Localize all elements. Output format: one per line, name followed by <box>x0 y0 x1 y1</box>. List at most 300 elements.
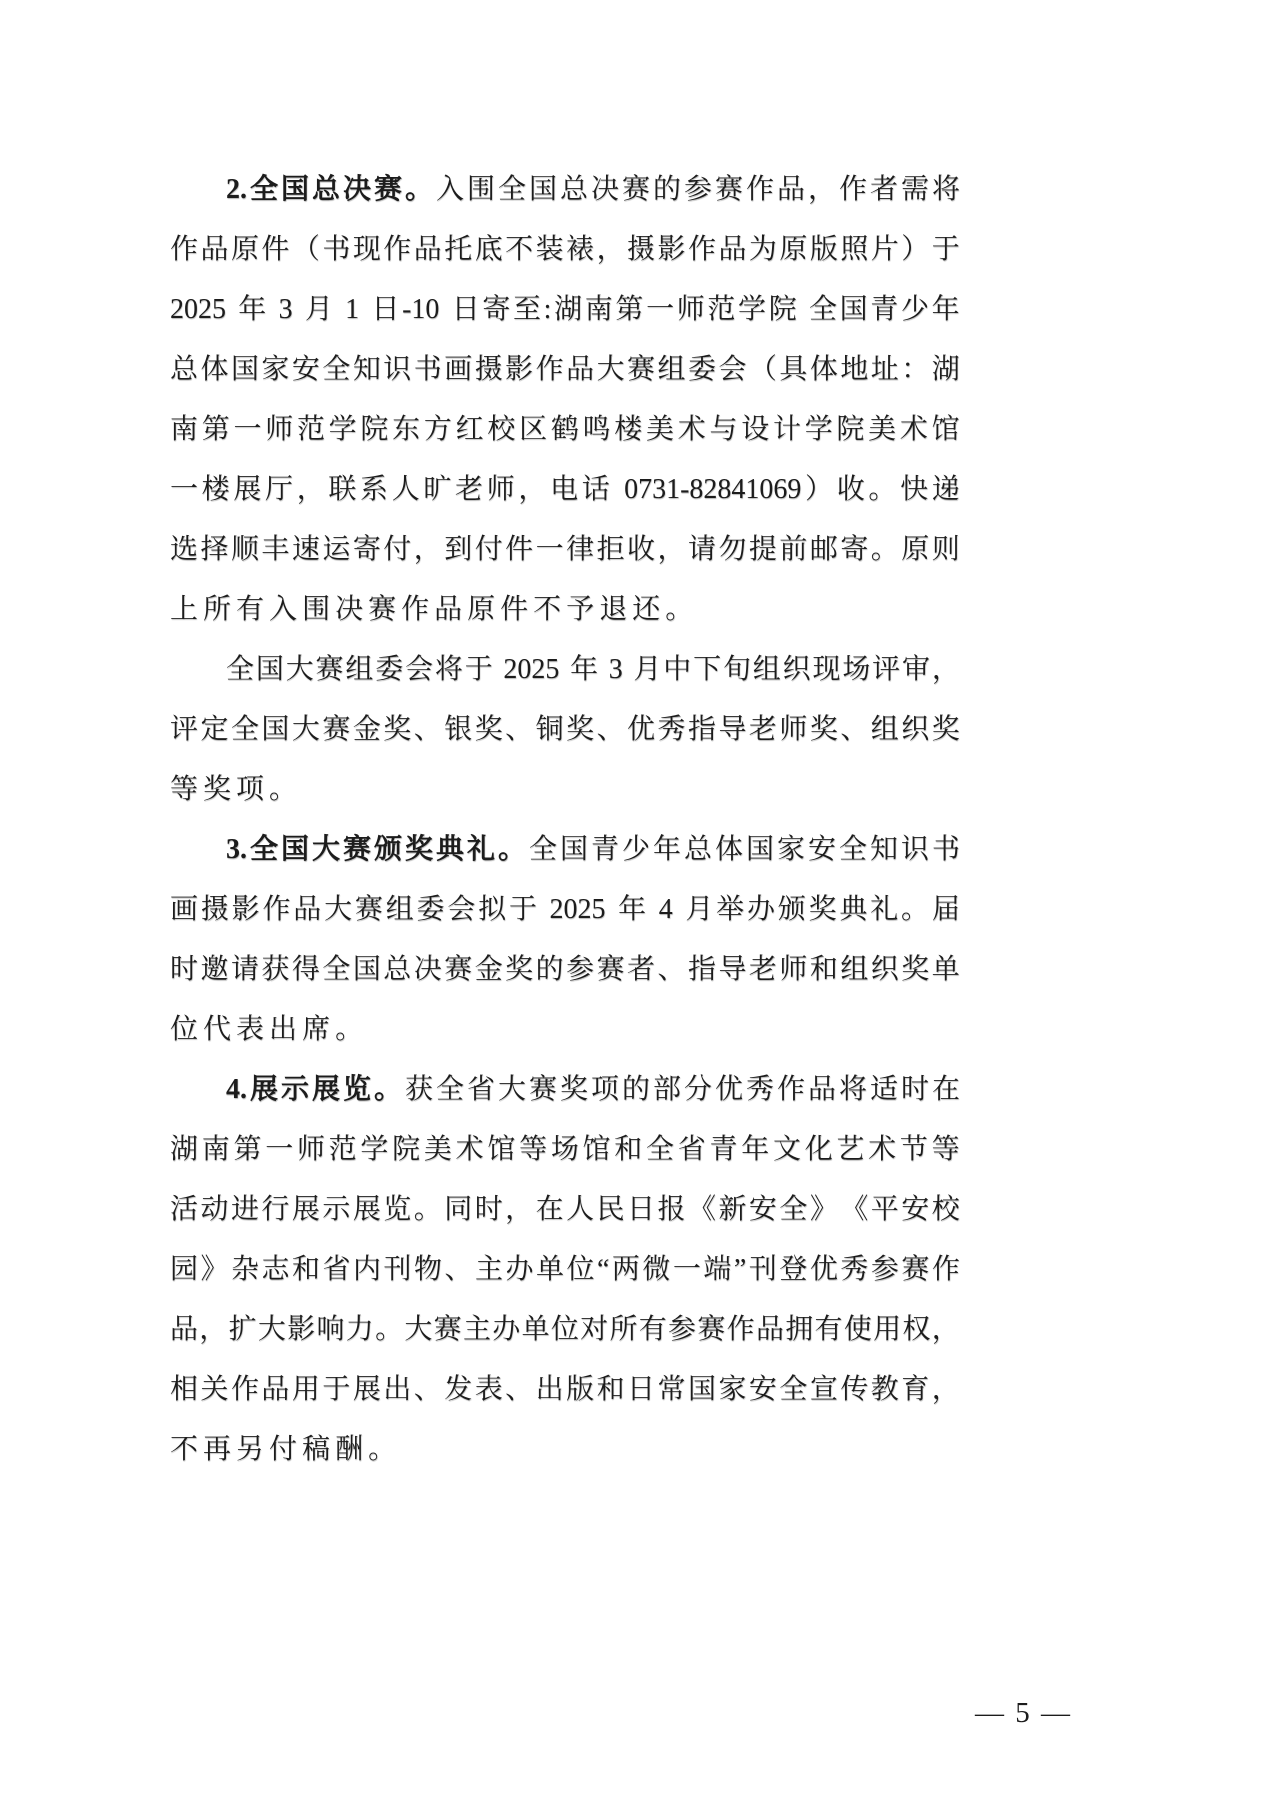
document-text: ， <box>296 474 325 505</box>
document-text: 作 <box>262 894 291 925</box>
document-line <box>170 1180 960 1240</box>
document-text: 评 <box>170 714 199 745</box>
document-text: 上 <box>170 594 199 625</box>
document-text: 全 <box>230 714 259 745</box>
document-text: 者 <box>627 954 656 985</box>
document-text: 组 <box>657 354 686 385</box>
document-text: 范 <box>328 1134 357 1165</box>
document-text: 一 <box>672 1254 701 1285</box>
document-text: 全 <box>808 294 837 325</box>
document-text: 于 <box>508 894 537 925</box>
document-text: 现 <box>352 234 381 265</box>
document-text: 代 <box>203 1014 232 1045</box>
document-text: 年 <box>931 294 960 325</box>
document-text: 方 <box>423 414 452 445</box>
document-text-bold: 总 <box>311 174 340 205</box>
document-text: 联 <box>328 474 357 505</box>
document-text <box>676 880 683 940</box>
document-text: 顺 <box>230 534 259 565</box>
document-text: 范 <box>707 294 736 325</box>
document-text: 颁 <box>777 894 806 925</box>
document-text: 。 <box>665 594 694 625</box>
document-text: 学 <box>328 414 357 445</box>
document-text: 国 <box>745 834 774 865</box>
document-text: 赛 <box>444 954 473 985</box>
document-text: 体 <box>714 834 743 865</box>
document-text: 付 <box>474 534 503 565</box>
document-text: 老 <box>455 474 484 505</box>
document-text: 版 <box>809 234 838 265</box>
document-text: 全 <box>226 654 255 685</box>
document-text: 的 <box>652 174 681 205</box>
document-text: 人 <box>566 1194 595 1225</box>
document-text: 邀 <box>200 954 229 985</box>
document-text: 赛 <box>621 174 650 205</box>
document-text: 》 <box>809 1194 838 1225</box>
document-text: 年 <box>652 834 681 865</box>
document-text: 艺 <box>836 1134 865 1165</box>
document-text: ） <box>901 234 930 265</box>
document-text: 另 <box>236 1434 265 1465</box>
document-text: 赛 <box>354 894 383 925</box>
document-text: ， <box>413 534 442 565</box>
document-text <box>442 280 449 340</box>
document-text: 作 <box>535 354 564 385</box>
document-text: 与 <box>709 414 738 445</box>
document-text-bold: 示 <box>280 1074 309 1105</box>
document-text: 指 <box>687 954 716 985</box>
document-text: 赛 <box>697 1314 726 1345</box>
document-text: 扩 <box>228 1314 257 1345</box>
document-text: ， <box>518 474 547 505</box>
document-text-bold: 颁 <box>373 834 402 865</box>
document-text: 。 <box>368 1434 397 1465</box>
document-text: 东 <box>392 414 421 445</box>
document-text: 《 <box>840 1194 869 1225</box>
document-text: 参 <box>566 954 595 985</box>
document-text: 于 <box>322 1374 351 1405</box>
document-text: 金 <box>474 954 503 985</box>
document-text: 家 <box>776 834 805 865</box>
document-text: 家 <box>261 354 290 385</box>
document-text: 关 <box>200 1374 229 1405</box>
document-text: 所 <box>609 1314 638 1345</box>
document-text: 用 <box>873 1314 902 1345</box>
document-text: 递 <box>931 474 960 505</box>
document-text: 全 <box>646 1134 675 1165</box>
document-text: ， <box>931 1374 960 1405</box>
document-text: 楼 <box>614 414 643 445</box>
document-text: 。 <box>870 534 899 565</box>
document-text: 品 <box>718 234 747 265</box>
document-text: 月 <box>633 654 662 685</box>
document-text: ） <box>805 474 834 505</box>
document-line <box>170 640 960 700</box>
document-text: 律 <box>566 534 595 565</box>
document-line <box>170 1360 960 1420</box>
document-line <box>170 1240 960 1300</box>
document-text: 响 <box>316 1314 345 1345</box>
document-text: 国 <box>230 354 259 385</box>
document-text: 分 <box>683 1074 712 1105</box>
document-text: 拥 <box>785 1314 814 1345</box>
document-text: 位 <box>550 1314 579 1345</box>
document-text: 设 <box>741 414 770 445</box>
document-text: （ <box>291 234 320 265</box>
document-text: 文 <box>772 1134 801 1165</box>
document-text: 等 <box>931 1134 960 1165</box>
document-text: 组 <box>870 714 899 745</box>
document-text: 作 <box>383 234 412 265</box>
document-text: 铜 <box>535 714 564 745</box>
document-text: 作 <box>776 1074 805 1105</box>
document-text: 原 <box>467 594 496 625</box>
document-text: 赛 <box>901 1254 930 1285</box>
document-text: 大 <box>291 714 320 745</box>
document-text: 装 <box>535 234 564 265</box>
document-text: 奖 <box>559 1074 588 1105</box>
document-text: ， <box>657 534 686 565</box>
document-text: 、 <box>840 714 869 745</box>
document-text: 提 <box>748 534 777 565</box>
document-text: 4 <box>658 894 673 925</box>
document-text: ： <box>901 354 930 385</box>
document-text: 会 <box>447 894 476 925</box>
document-text: 青 <box>870 294 899 325</box>
document-text: 至 <box>513 294 542 325</box>
document-line <box>170 400 960 460</box>
document-text: 勿 <box>718 534 747 565</box>
document-text: 院 <box>360 414 389 445</box>
document-text: 退 <box>599 594 628 625</box>
document-line <box>170 340 960 400</box>
document-text: 刊 <box>748 1254 777 1285</box>
document-text: 场 <box>842 654 871 685</box>
document-text: 银 <box>444 714 473 745</box>
document-text: 全 <box>779 1194 808 1225</box>
document-text: 湖 <box>931 354 960 385</box>
document-text: 师 <box>779 714 808 745</box>
document-text: 。 <box>335 1014 364 1045</box>
document-text: 拒 <box>596 534 625 565</box>
document-text: 展 <box>352 1194 381 1225</box>
document-text: 奖 <box>566 714 595 745</box>
document-text: 围 <box>302 594 331 625</box>
document-text-bold: 全 <box>249 834 278 865</box>
document-text: 不 <box>170 1434 199 1465</box>
document-text: 届 <box>931 894 960 925</box>
document-text: 旬 <box>722 654 751 685</box>
document-text: 赛 <box>433 1314 462 1345</box>
document-text: 办 <box>492 1314 521 1345</box>
document-text: 作 <box>838 174 867 205</box>
document-line <box>170 1060 960 1120</box>
page-number: — 5 — <box>975 1697 1072 1729</box>
document-text: 作 <box>230 1374 259 1405</box>
document-text: 发 <box>444 1374 473 1405</box>
document-text: 大 <box>285 654 314 685</box>
document-text: 审 <box>902 654 931 685</box>
document-text: 鸣 <box>582 414 611 445</box>
document-text: 再 <box>203 1434 232 1465</box>
document-text: 少 <box>621 834 650 865</box>
document-text: 2025 <box>549 894 606 925</box>
document-text: 奖 <box>931 714 960 745</box>
document-text: 作 <box>726 1314 755 1345</box>
document-text: 志 <box>261 1254 290 1285</box>
document-text: 等 <box>519 1134 548 1165</box>
document-text: 展 <box>352 1374 381 1405</box>
document-text: 刊 <box>383 1254 412 1285</box>
document-text: 全 <box>528 834 557 865</box>
document-text: 全 <box>779 1374 808 1405</box>
document-text: -10 <box>402 294 440 325</box>
document-text <box>336 280 343 340</box>
document-text: 安 <box>291 354 320 385</box>
document-text: 师 <box>296 1134 325 1165</box>
document-text: 安 <box>748 1374 777 1405</box>
document-text: 全 <box>322 354 351 385</box>
document-text: 于 <box>464 654 493 685</box>
document-text: 美 <box>423 1134 452 1165</box>
document-text: 获 <box>261 954 290 985</box>
document-text: 现 <box>812 654 841 685</box>
document-text: 大 <box>257 1314 286 1345</box>
document-text: 时 <box>900 1074 929 1105</box>
document-text: 作 <box>745 174 774 205</box>
document-text: 会 <box>405 654 434 685</box>
document-text: 微 <box>642 1254 671 1285</box>
document-text: 和 <box>614 1134 643 1165</box>
document-text: 学 <box>804 414 833 445</box>
document-text: 席 <box>302 1014 331 1045</box>
document-text: 时 <box>474 1194 503 1225</box>
document-text: 托 <box>444 234 473 265</box>
document-text: 优 <box>627 714 656 745</box>
document-text: 品 <box>413 234 442 265</box>
document-text: 运 <box>322 534 351 565</box>
document-text: 围 <box>466 174 495 205</box>
document-text-bold: 。 <box>404 174 433 205</box>
document-text: 南 <box>170 414 199 445</box>
document-text: 书 <box>931 834 960 865</box>
document-text: 省 <box>466 1074 495 1105</box>
document-text: 会 <box>718 354 747 385</box>
document-text: 览 <box>383 1194 412 1225</box>
document-text: 有 <box>236 594 265 625</box>
document-text: 电 <box>550 474 579 505</box>
document-text: 术 <box>868 1134 897 1165</box>
document-text: 将 <box>434 654 463 685</box>
document-text: 收 <box>627 534 656 565</box>
document-text: 知 <box>352 354 381 385</box>
document-text: 第 <box>615 294 644 325</box>
document-text: 美 <box>646 414 675 445</box>
document-text: 进 <box>230 1194 259 1225</box>
document-text: 品 <box>776 174 805 205</box>
document-text: 、 <box>444 1254 473 1285</box>
document-text: 3 <box>278 294 293 325</box>
document-text: 平 <box>870 1194 899 1225</box>
document-text: 书 <box>413 354 442 385</box>
document-text: 奖 <box>474 714 503 745</box>
document-text: 物 <box>414 1254 443 1285</box>
document-text: 得 <box>291 954 320 985</box>
document-text: 家 <box>718 1374 747 1405</box>
document-text: 馆 <box>487 1134 516 1165</box>
document-body <box>170 160 960 1480</box>
document-text: 2025 <box>503 654 560 685</box>
document-text: 湖 <box>554 294 583 325</box>
document-text: 区 <box>519 414 548 445</box>
document-text: 国 <box>559 834 588 865</box>
document-text: 年 <box>741 1134 770 1165</box>
document-text: 付 <box>383 534 412 565</box>
document-text-bold: 4. <box>226 1074 247 1105</box>
document-text: 院 <box>768 294 797 325</box>
document-text: 赛 <box>596 954 625 985</box>
document-text: 1 <box>345 294 360 325</box>
document-text: 湖 <box>170 1134 199 1165</box>
document-text: 0731-82841069 <box>624 474 802 505</box>
document-text: 日 <box>627 1194 656 1225</box>
document-text-bold: 展 <box>311 1074 340 1105</box>
document-text: 的 <box>621 1074 650 1105</box>
document-text: 师 <box>779 954 808 985</box>
document-text: 国 <box>839 294 868 325</box>
document-text: 于 <box>931 234 960 265</box>
document-text <box>229 280 236 340</box>
document-text: 院 <box>836 414 865 445</box>
document-text-bold: 礼 <box>466 834 495 865</box>
document-text: 作 <box>401 594 430 625</box>
document-text: 术 <box>899 414 928 445</box>
document-text: 导 <box>718 954 747 985</box>
document-text: 项 <box>236 774 265 805</box>
document-text: 使 <box>843 1314 872 1345</box>
document-text: 办 <box>505 1254 534 1285</box>
document-text: 奖 <box>505 954 534 985</box>
document-text: 识 <box>383 354 412 385</box>
document-text: 青 <box>590 834 619 865</box>
document-text-bold: 览 <box>342 1074 371 1105</box>
document-text: 术 <box>677 414 706 445</box>
document-text: 将 <box>838 1074 867 1105</box>
document-text: 选 <box>170 534 199 565</box>
document-text: 育 <box>901 1374 930 1405</box>
document-text: 到 <box>444 534 473 565</box>
document-text: 具 <box>779 354 808 385</box>
document-text: 品 <box>200 234 229 265</box>
document-text: 件 <box>500 594 529 625</box>
document-text: 用 <box>291 1374 320 1405</box>
document-text <box>799 280 806 340</box>
document-text: 参 <box>668 1314 697 1345</box>
document-text-bold: 国 <box>280 834 309 865</box>
document-text: 话 <box>581 474 610 505</box>
document-text: 主 <box>462 1314 491 1345</box>
document-text: 2025 <box>170 294 226 325</box>
document-text: 需 <box>900 174 929 205</box>
document-text: 老 <box>748 954 777 985</box>
document-text-bold: 典 <box>435 834 464 865</box>
document-text-bold: 赛 <box>373 174 402 205</box>
document-text: 美 <box>868 414 897 445</box>
document-text: 适 <box>869 1074 898 1105</box>
document-text: 决 <box>335 594 364 625</box>
document-text: 获 <box>404 1074 433 1105</box>
document-text: 寄 <box>482 294 511 325</box>
document-text: 版 <box>566 1374 595 1405</box>
document-text: 收 <box>836 474 865 505</box>
document-text: 组 <box>752 654 781 685</box>
document-text: 奖 <box>808 894 837 925</box>
document-line <box>170 280 960 340</box>
document-text: 登 <box>779 1254 808 1285</box>
document-text: 民 <box>596 1194 625 1225</box>
document-text: 展 <box>233 474 262 505</box>
document-text: 赛 <box>627 354 656 385</box>
document-text: 年 <box>570 654 599 685</box>
document-text: 知 <box>869 834 898 865</box>
document-text: 优 <box>714 1074 743 1105</box>
document-text <box>362 280 369 340</box>
document-text: 师 <box>265 414 294 445</box>
document-text: 中 <box>663 654 692 685</box>
document-text: 馆 <box>931 414 960 445</box>
document-text: 南 <box>584 294 613 325</box>
document-line <box>170 460 960 520</box>
document-text: 安 <box>901 1194 930 1225</box>
document-text: 出 <box>269 1014 298 1045</box>
document-text <box>649 880 656 940</box>
document-text: 秀 <box>840 1254 869 1285</box>
document-text: 委 <box>416 894 445 925</box>
document-text: 委 <box>687 354 716 385</box>
document-text <box>540 880 547 940</box>
document-text: 品 <box>434 594 463 625</box>
document-text: 识 <box>900 834 929 865</box>
document-text: 指 <box>687 714 716 745</box>
document-text: 。 <box>413 1194 442 1225</box>
document-line <box>170 700 960 760</box>
document-text: 不 <box>533 594 562 625</box>
document-text: 总 <box>559 174 588 205</box>
document-text: 品 <box>807 1074 836 1105</box>
document-text: 力 <box>345 1314 374 1345</box>
document-text: 稿 <box>302 1434 331 1465</box>
document-line <box>170 940 960 1000</box>
document-text: 大 <box>404 1314 433 1345</box>
document-text: 体 <box>200 354 229 385</box>
document-text: 织 <box>870 954 899 985</box>
document-text: 。 <box>269 774 298 805</box>
document-text: 单 <box>521 1314 550 1345</box>
document-text: 原 <box>901 534 930 565</box>
document-text: 定 <box>200 714 229 745</box>
document-text: 杂 <box>231 1254 260 1285</box>
document-text: ， <box>931 654 960 685</box>
document-text: 日 <box>451 294 480 325</box>
document-text: 片 <box>870 234 899 265</box>
document-text: 址 <box>870 354 899 385</box>
document-line <box>170 1300 960 1360</box>
document-text: 赛 <box>322 714 351 745</box>
document-text-bold: 展 <box>249 1074 278 1105</box>
document-text: ， <box>807 174 836 205</box>
document-text: 影 <box>505 354 534 385</box>
document-text: 画 <box>170 894 199 925</box>
